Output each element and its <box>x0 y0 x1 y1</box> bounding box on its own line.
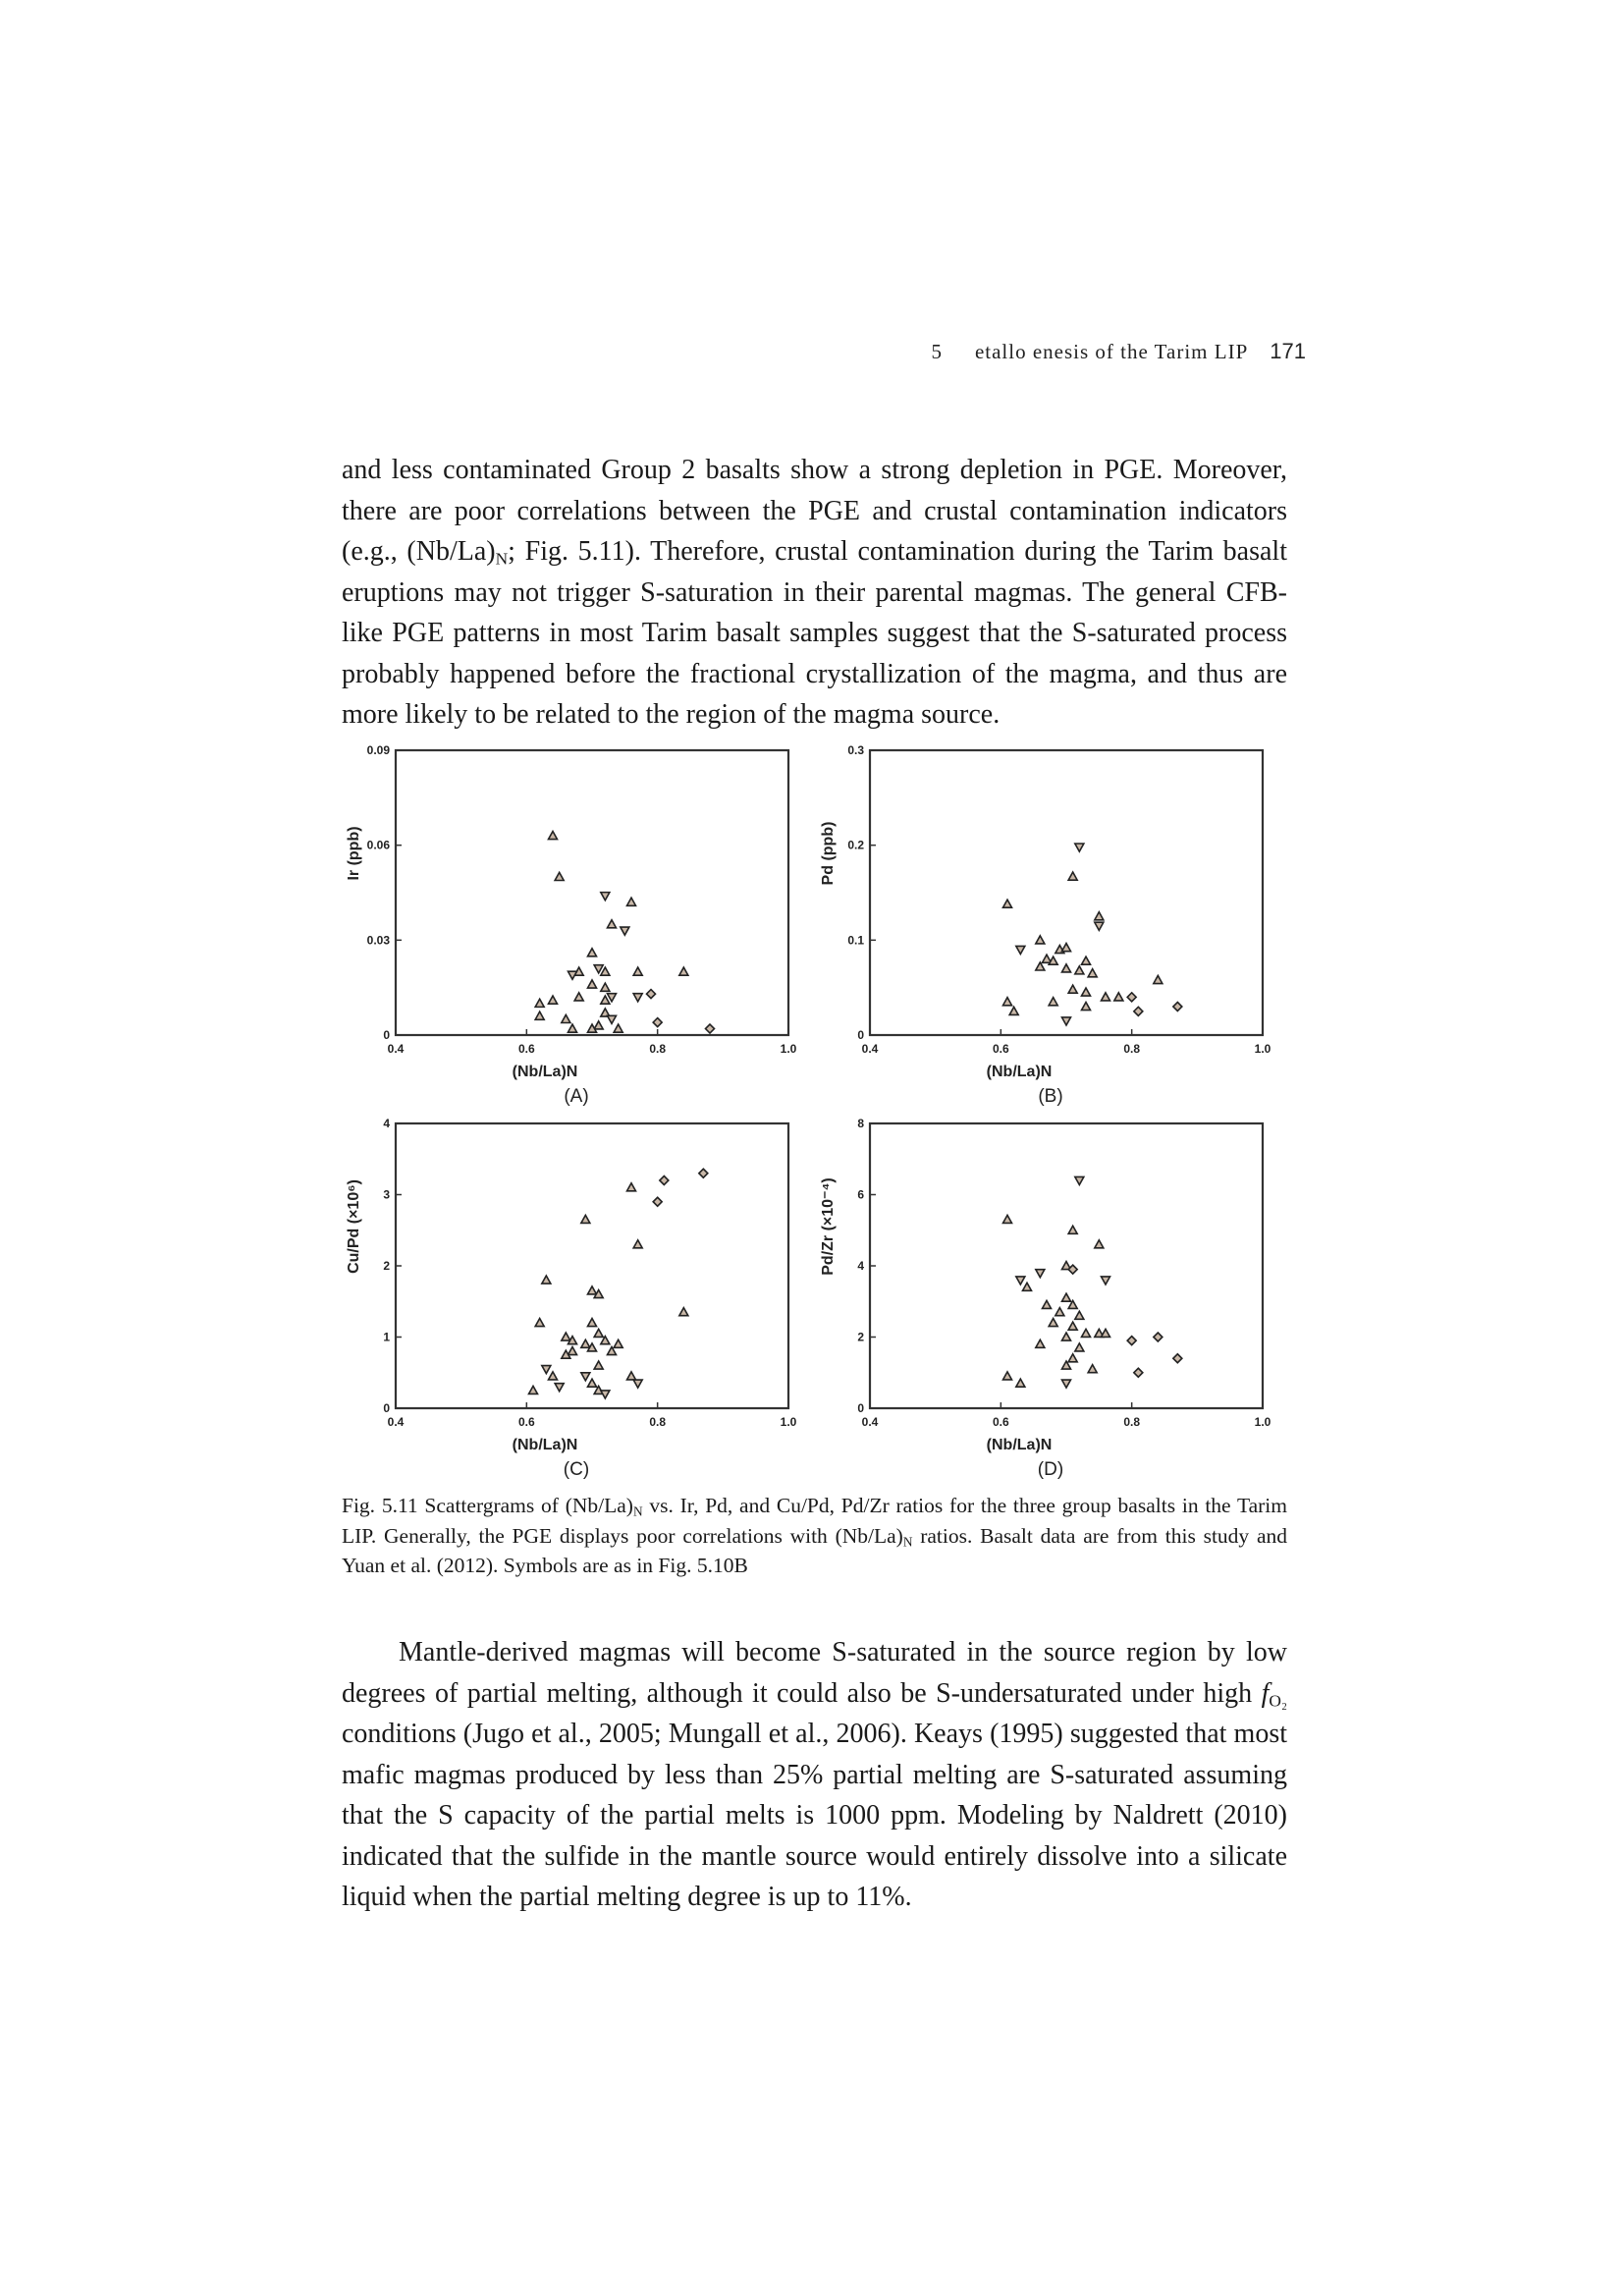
data-point-triangle <box>1114 993 1123 1001</box>
data-point-triangle <box>633 967 642 975</box>
x-tick-label: 0.6 <box>992 1042 1009 1056</box>
data-point-triangle <box>1016 1379 1025 1387</box>
data-point-triangle <box>1068 1322 1077 1330</box>
data-point-triangle <box>1102 993 1110 1001</box>
data-point-triangle <box>555 872 564 880</box>
data-point-triangle <box>679 1308 688 1316</box>
data-point-triangle <box>588 1379 597 1387</box>
data-point-triangle <box>1003 1215 1012 1223</box>
data-point-diamond <box>653 1018 662 1027</box>
data-point-triangle <box>601 983 610 991</box>
y-tick-label: 0 <box>857 1028 864 1042</box>
x-tick-label: 0.6 <box>517 1042 535 1056</box>
x-tick-label: 0.8 <box>649 1415 667 1429</box>
data-point-triangle <box>1036 936 1045 944</box>
x-tick-label: 1.0 <box>1254 1415 1271 1429</box>
data-point-diamond <box>1127 993 1136 1002</box>
para2-text-a: Mantle-derived magmas will become S-saturated in the source region by low degrees of partial melting, although it could also be S-undersaturated under high <box>342 1637 1287 1709</box>
x-axis-label: (Nb/La)N <box>986 1064 1053 1080</box>
data-point-triangle <box>1062 1293 1071 1301</box>
data-point-triangle <box>581 1339 590 1347</box>
data-point-diamond <box>706 1024 715 1033</box>
caption-text-c: ratios. Basalt data are from this study and Yuan et al. (2012). Symbols are as in Fig. 5.10B <box>342 1523 1287 1577</box>
scatter-panel-3 <box>346 1117 797 1480</box>
data-point-inv-triangle <box>621 927 629 935</box>
data-point-triangle <box>1003 900 1012 907</box>
scatter-panel-2 <box>820 743 1271 1107</box>
x-tick-label: 0.6 <box>992 1415 1009 1429</box>
panel-label: (B) <box>1038 1086 1063 1107</box>
data-point-triangle <box>594 1361 603 1369</box>
data-point-diamond <box>653 1197 662 1206</box>
y-axis-label: Ir (ppb) <box>346 826 362 881</box>
data-point-triangle <box>549 832 558 840</box>
data-point-triangle <box>588 1024 597 1032</box>
data-point-triangle <box>627 1372 636 1380</box>
y-tick-label: 0.09 <box>366 743 390 757</box>
data-point-triangle <box>588 980 597 988</box>
x-tick-label: 0.8 <box>649 1042 667 1056</box>
y-tick-label: 0.03 <box>366 933 390 948</box>
plot-frame <box>396 750 788 1035</box>
data-point-inv-triangle <box>1016 1277 1025 1285</box>
data-point-inv-triangle <box>594 965 603 973</box>
scatter-figure <box>334 742 1306 1489</box>
x-tick-label: 1.0 <box>780 1042 797 1056</box>
data-point-triangle <box>549 996 558 1004</box>
data-point-triangle <box>1075 1343 1084 1351</box>
data-point-triangle <box>588 1286 597 1294</box>
oxygen-fugacity-symbol: f <box>1261 1677 1270 1709</box>
data-point-triangle <box>594 1021 603 1029</box>
y-tick-label: 6 <box>857 1187 864 1202</box>
x-tick-label: 0.4 <box>387 1415 405 1429</box>
scatter-panel-4 <box>820 1117 1271 1480</box>
y-tick-label: 2 <box>383 1259 390 1273</box>
chapter-number: 5 <box>931 340 942 363</box>
data-point-diamond <box>1173 1003 1182 1011</box>
y-tick-label: 4 <box>857 1259 864 1273</box>
data-point-triangle <box>581 1215 590 1223</box>
data-point-triangle <box>542 1276 551 1284</box>
x-tick-label: 0.8 <box>1123 1042 1141 1056</box>
page-number: 171 <box>1270 339 1306 363</box>
data-point-triangle <box>562 1014 570 1022</box>
data-point-inv-triangle <box>1102 1277 1110 1285</box>
scatter-panel-1 <box>346 743 797 1107</box>
data-point-triangle <box>1082 988 1091 996</box>
data-point-triangle <box>1062 964 1071 972</box>
data-point-inv-triangle <box>633 994 642 1002</box>
data-point-inv-triangle <box>542 1366 551 1374</box>
data-point-inv-triangle <box>1095 922 1104 930</box>
data-point-triangle <box>1082 957 1091 964</box>
data-point-triangle <box>1049 998 1057 1006</box>
data-point-triangle <box>574 993 583 1001</box>
data-point-diamond <box>1127 1337 1136 1345</box>
body-paragraph-1 <box>342 450 1287 736</box>
x-axis-label: (Nb/La)N <box>512 1064 578 1080</box>
x-tick-label: 0.6 <box>517 1415 535 1429</box>
data-point-triangle <box>529 1386 538 1394</box>
data-point-triangle <box>614 1339 622 1347</box>
data-point-triangle <box>535 1011 544 1019</box>
data-point-triangle <box>1068 1226 1077 1233</box>
x-axis-label: (Nb/La)N <box>512 1437 578 1453</box>
running-head <box>864 339 1306 368</box>
y-axis-label: Pd/Zr (×10⁻⁴) <box>820 1177 837 1276</box>
x-tick-label: 1.0 <box>780 1415 797 1429</box>
caption-text-b: vs. Ir, Pd, and Cu/Pd, Pd/Zr ratios for the three group basalts in the Tarim LIP. Generally, the PGE displays poor correlations with (Nb/La) <box>342 1494 1288 1548</box>
data-point-triangle <box>1023 1283 1032 1290</box>
data-point-triangle <box>627 898 636 905</box>
y-tick-label: 0 <box>857 1401 864 1415</box>
y-tick-label: 0.06 <box>366 838 390 852</box>
data-point-triangle <box>562 1333 570 1340</box>
data-point-inv-triangle <box>555 1384 564 1392</box>
caption-subscript-1: N <box>632 1503 643 1519</box>
data-point-inv-triangle <box>601 893 610 901</box>
data-point-diamond <box>1154 1333 1163 1341</box>
data-point-triangle <box>1102 1329 1110 1337</box>
y-tick-label: 0 <box>383 1028 390 1042</box>
x-tick-label: 0.4 <box>861 1042 879 1056</box>
y-tick-label: 2 <box>857 1330 864 1344</box>
panel-label: (A) <box>564 1086 589 1107</box>
data-point-inv-triangle <box>608 1015 617 1023</box>
para1-text-a: and less contaminated Group 2 basalts show a strong depletion in PGE. Moreover, there are poor correlations between the PGE and crustal contamination indicators (e.g., (Nb/La) <box>342 455 1287 567</box>
data-point-triangle <box>1068 985 1077 993</box>
data-point-triangle <box>1003 1372 1012 1380</box>
data-point-triangle <box>1062 944 1071 952</box>
data-point-inv-triangle <box>1062 1380 1071 1388</box>
data-point-diamond <box>1134 1007 1143 1015</box>
data-point-diamond <box>699 1169 708 1177</box>
data-point-triangle <box>601 996 610 1004</box>
caption-subscript-2: N <box>902 1533 913 1549</box>
data-point-diamond <box>1173 1354 1182 1363</box>
data-point-inv-triangle <box>601 1391 610 1398</box>
data-point-inv-triangle <box>608 994 617 1002</box>
data-point-inv-triangle <box>633 1380 642 1388</box>
para1-subscript: N <box>495 549 509 569</box>
data-point-triangle <box>1088 1365 1097 1373</box>
y-tick-label: 0 <box>383 1401 390 1415</box>
data-point-diamond <box>647 990 656 999</box>
para2-text-b: conditions (Jugo et al., 2005; Mungall et al., 2006). Keays (1995) suggested that most mafic magmas produced by less than 25% partial melting are S-saturated assuming that the S capacity of the partial melts is 1000 ppm. Modeling by Naldrett (2010) indicated that the sulfide in the mantle source would entirely dissolve into a silicate liquid when the partial melting degree is up to 11%. <box>342 1719 1287 1912</box>
data-point-triangle <box>1003 998 1012 1006</box>
data-point-triangle <box>1009 1007 1018 1014</box>
y-tick-label: 3 <box>383 1187 390 1202</box>
data-point-triangle <box>1095 1240 1104 1248</box>
data-point-triangle <box>1068 1354 1077 1362</box>
data-point-inv-triangle <box>1075 1176 1084 1184</box>
data-point-inv-triangle <box>568 971 577 979</box>
data-point-triangle <box>1075 1311 1084 1319</box>
data-point-triangle <box>588 949 597 957</box>
y-tick-label: 4 <box>383 1117 390 1130</box>
data-point-triangle <box>1082 1003 1091 1011</box>
chapter-title: etallo enesis of the Tarim LIP <box>974 340 1249 363</box>
data-point-triangle <box>1036 962 1045 970</box>
data-point-inv-triangle <box>581 1373 590 1381</box>
data-point-diamond <box>660 1176 669 1185</box>
y-tick-label: 1 <box>383 1330 390 1344</box>
data-point-triangle <box>588 1319 597 1327</box>
data-point-triangle <box>549 1372 558 1380</box>
x-tick-label: 0.8 <box>1123 1415 1141 1429</box>
data-point-triangle <box>568 1347 577 1355</box>
data-point-triangle <box>1049 957 1057 964</box>
plot-frame <box>870 750 1263 1035</box>
data-point-triangle <box>1088 969 1097 977</box>
y-tick-label: 0.1 <box>847 933 864 948</box>
data-point-triangle <box>1068 872 1077 880</box>
y-tick-label: 0.3 <box>847 743 864 757</box>
panel-label: (C) <box>563 1459 590 1480</box>
data-point-diamond <box>1134 1368 1143 1377</box>
data-point-triangle <box>1082 1329 1091 1337</box>
data-point-triangle <box>601 967 610 975</box>
figure-5-11 <box>334 742 1306 1489</box>
data-point-triangle <box>614 1024 622 1032</box>
data-point-triangle <box>535 999 544 1007</box>
data-point-triangle <box>1043 1300 1052 1308</box>
data-point-triangle <box>535 1319 544 1327</box>
x-axis-label: (Nb/La)N <box>986 1437 1053 1453</box>
data-point-triangle <box>679 967 688 975</box>
x-tick-label: 0.4 <box>861 1415 879 1429</box>
data-point-inv-triangle <box>1062 1017 1071 1025</box>
figure-caption <box>342 1491 1287 1581</box>
data-point-triangle <box>608 920 617 928</box>
data-point-inv-triangle <box>1075 844 1084 851</box>
data-point-inv-triangle <box>1016 946 1025 954</box>
data-point-triangle <box>1062 1333 1071 1340</box>
oxygen-fugacity-subscript: O₂ <box>1269 1690 1287 1710</box>
data-point-triangle <box>1075 966 1084 974</box>
data-point-triangle <box>568 1024 577 1032</box>
data-point-triangle <box>1036 1339 1045 1347</box>
data-point-triangle <box>1154 975 1163 983</box>
y-tick-label: 0.2 <box>847 838 864 852</box>
para1-text-b: ; Fig. 5.11). Therefore, crustal contamination during the Tarim basalt eruptions may not trigger S-saturation in their parental magmas. The general CFB-like PGE patterns in most Tarim basalt samples suggest that the S-saturated process probably happened before the fractional crystallization of the magma, and thus are more likely to be related to the region of the magma source. <box>342 536 1287 730</box>
y-axis-label: Cu/Pd (×10⁶) <box>346 1179 362 1274</box>
panel-label: (D) <box>1037 1459 1064 1480</box>
data-point-triangle <box>633 1240 642 1248</box>
data-point-triangle <box>594 1329 603 1337</box>
caption-text-a: Fig. 5.11 Scattergrams of (Nb/La) <box>342 1494 633 1517</box>
y-axis-label: Pd (ppb) <box>820 821 837 886</box>
plot-frame <box>396 1123 788 1408</box>
data-point-triangle <box>1055 1308 1064 1316</box>
data-point-triangle <box>1095 912 1104 920</box>
body-paragraph-2 <box>342 1632 1287 1918</box>
x-tick-label: 1.0 <box>1254 1042 1271 1056</box>
data-point-triangle <box>627 1183 636 1191</box>
x-tick-label: 0.4 <box>387 1042 405 1056</box>
data-point-inv-triangle <box>1036 1270 1045 1278</box>
y-tick-label: 8 <box>857 1117 864 1130</box>
data-point-triangle <box>1049 1319 1057 1327</box>
